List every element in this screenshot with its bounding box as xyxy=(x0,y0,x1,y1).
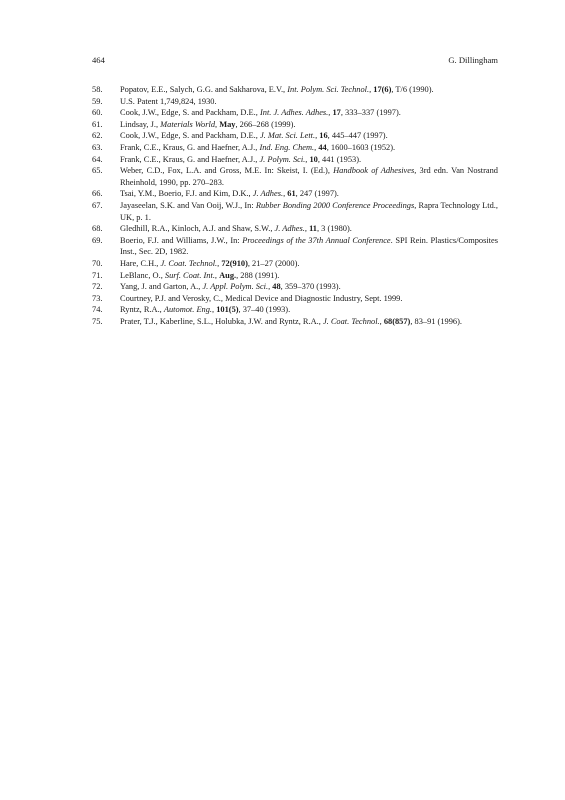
reference-segment: Jayaseelan, S.K. and Van Ooij, W.J., In: xyxy=(120,200,256,210)
reference-text xyxy=(120,304,498,316)
volume-number: 17(6) xyxy=(373,85,392,94)
reference-segment: Yang, J. and Garton, A., xyxy=(120,282,203,292)
reference-number: 66. xyxy=(92,189,103,199)
reference-segment: , 445–447 (1997). xyxy=(327,131,388,141)
reference-segment: Lindsay, J., xyxy=(120,119,161,129)
reference-segment: , 247 (1997). xyxy=(295,189,339,199)
reference-segment: , xyxy=(305,154,310,164)
reference-number: 59. xyxy=(92,96,103,106)
reference-segment: , 288 (1991). xyxy=(236,270,280,280)
reference-segment: Frank, C.E., Kraus, G. and Haefner, A.J., xyxy=(120,154,260,164)
journal-title: Int. J. Adhes. Adhes. xyxy=(259,108,329,118)
journal-title: J. Coat. Technol. xyxy=(160,258,218,268)
volume-number: 44 xyxy=(318,142,327,152)
reference-text xyxy=(120,142,498,154)
reference-segment: Cook, J.W., Edge, S. and Packham, D.E., xyxy=(120,131,260,141)
reference-item xyxy=(92,96,498,108)
reference-item xyxy=(92,107,498,119)
reference-text xyxy=(120,165,498,188)
reference-segment: . SPI Rein. Plastics/Composites Inst., Sec. 2D, 1982. xyxy=(120,235,498,257)
reference-item xyxy=(92,200,498,223)
reference-item xyxy=(92,304,498,316)
reference-segment: , xyxy=(283,189,288,199)
reference-segment: Popatov, E.E., Salych, G.G. and Sakharova, E.V., xyxy=(120,85,288,94)
reference-number: 63. xyxy=(92,142,103,152)
reference-segment: U.S. Patent 1,749,824, 1930. xyxy=(120,96,217,106)
reference-segment: Cook, J.W., Edge, S. and Packham, D.E., xyxy=(120,108,260,118)
reference-item xyxy=(92,130,498,142)
journal-title: Handbook of Adhesives xyxy=(333,166,415,176)
reference-text xyxy=(120,119,498,131)
reference-segment: , xyxy=(268,282,273,292)
reference-segment: Gledhill, R.A., Kinloch, A.J. and Shaw, S.W., xyxy=(120,224,275,234)
reference-segment: Boerio, F.J. and Williams, J.W., In: xyxy=(120,235,243,245)
reference-item xyxy=(92,316,498,328)
volume-number: 68(857) xyxy=(383,316,411,326)
reference-segment: , 1600–1603 (1952). xyxy=(326,142,396,152)
volume-number: 61 xyxy=(287,189,296,199)
reference-segment: , 266–268 (1999). xyxy=(235,119,296,129)
reference-segment: LeBlanc, O., xyxy=(120,270,165,280)
reference-number: 72. xyxy=(92,282,103,292)
journal-title: J. Adhes. xyxy=(252,189,284,199)
reference-item xyxy=(92,165,498,188)
reference-text xyxy=(120,200,498,223)
reference-number: 58. xyxy=(92,85,103,94)
journal-title: Automot. Eng. xyxy=(163,305,213,315)
reference-segment: , xyxy=(369,85,374,94)
reference-text xyxy=(120,84,498,96)
journal-title: J. Mat. Sci. Lett. xyxy=(259,131,316,141)
reference-text xyxy=(120,235,498,258)
reference-text xyxy=(120,154,498,166)
running-head-author: G. Dillingham xyxy=(448,55,498,65)
reference-segment: Prater, T.J., Kaberline, S.L., Holubka, J.W. and Ryntz, R.A., xyxy=(120,316,323,326)
reference-segment: , xyxy=(217,258,222,268)
reference-segment: , 3 (1980). xyxy=(316,224,352,234)
reference-segment: Courtney, P.J. and Verosky, C., Medical Device and Diagnostic Industry, Sept. 1999. xyxy=(120,293,403,303)
reference-number: 61. xyxy=(92,119,103,129)
reference-item xyxy=(92,258,498,270)
reference-text xyxy=(120,188,498,200)
reference-segment: , 3rd edn. Van Nostrand Rheinhold, 1990, pp. 270–283. xyxy=(120,166,498,187)
journal-title: Ind. Eng. Chem. xyxy=(259,142,315,152)
reference-number: 64. xyxy=(92,154,103,164)
reference-text xyxy=(120,270,498,282)
journal-title: Proceedings of the 37th Annual Conference xyxy=(242,235,391,245)
reference-segment: , xyxy=(304,224,310,234)
volume-number: 10 xyxy=(309,154,318,164)
page-number: 464 xyxy=(92,55,105,65)
reference-segment: , xyxy=(212,305,217,315)
journal-title: Int. Polym. Sci. Technol. xyxy=(287,85,370,94)
volume-number: 11 xyxy=(309,224,317,234)
reference-text xyxy=(120,96,498,108)
reference-segment: , 441 (1953). xyxy=(317,154,362,164)
journal-title: J. Coat. Technol. xyxy=(322,316,380,326)
journal-title: Materials World xyxy=(160,119,216,129)
reference-segment: Frank, C.E., Kraus, G. and Haefner, A.J., xyxy=(120,142,260,152)
reference-item xyxy=(92,281,498,293)
reference-text xyxy=(120,281,498,293)
reference-number: 65. xyxy=(92,166,103,176)
reference-item xyxy=(92,84,498,96)
reference-segment: , 37–40 (1993). xyxy=(238,305,291,315)
reference-segment: , Rapra Technology Ltd., UK, p. 1. xyxy=(120,200,498,222)
journal-title: J. Polym. Sci. xyxy=(259,154,306,164)
reference-text xyxy=(120,107,498,119)
reference-segment: , 333–337 (1997). xyxy=(340,108,401,118)
journal-title: J. Appl. Polym. Sci. xyxy=(202,282,269,292)
reference-text xyxy=(120,293,498,305)
volume-number: 16 xyxy=(319,131,328,141)
reference-item xyxy=(92,119,498,131)
reference-text xyxy=(120,258,498,270)
reference-number: 68. xyxy=(92,224,103,234)
reference-segment: , xyxy=(328,108,333,118)
reference-item xyxy=(92,270,498,282)
reference-segment: , 359–370 (1993). xyxy=(280,282,341,292)
reference-segment: Hare, C.H., xyxy=(120,258,161,268)
volume-number: 101(5) xyxy=(216,305,239,315)
reference-item xyxy=(92,235,498,258)
volume-number: 17 xyxy=(332,108,341,118)
volume-number: May xyxy=(219,119,236,129)
journal-title: Rubber Bonding 2000 Conference Proceedings xyxy=(255,200,415,210)
reference-segment: , xyxy=(214,270,220,280)
reference-list xyxy=(92,84,498,327)
reference-item xyxy=(92,293,498,305)
journal-title: Surf. Coat. Int. xyxy=(164,270,215,280)
reference-text xyxy=(120,316,498,328)
reference-segment: Tsai, Y.M., Boerio, F.J. and Kim, D.K., xyxy=(120,189,253,199)
volume-number: Aug. xyxy=(219,270,237,280)
reference-segment: , xyxy=(379,316,384,326)
reference-number: 70. xyxy=(92,258,103,268)
reference-segment: , 21–27 (2000). xyxy=(247,258,300,268)
reference-segment: Weber, C.D., Fox, L.A. and Gross, M.E. In: Skeist, I. (Ed.), xyxy=(120,166,334,176)
reference-number: 74. xyxy=(92,305,103,315)
reference-item xyxy=(92,154,498,166)
reference-segment: , T/6 (1990). xyxy=(391,85,434,94)
journal-title: J. Adhes. xyxy=(274,224,305,234)
volume-number: 48 xyxy=(272,282,281,292)
reference-number: 60. xyxy=(92,108,103,118)
reference-item xyxy=(92,223,498,235)
reference-text xyxy=(120,130,498,142)
reference-number: 71. xyxy=(92,270,103,280)
reference-segment: , xyxy=(315,131,320,141)
reference-item xyxy=(92,142,498,154)
volume-number: 72(910) xyxy=(221,258,248,268)
reference-number: 69. xyxy=(92,235,103,245)
running-head xyxy=(92,55,498,69)
reference-item xyxy=(92,188,498,200)
reference-segment: , xyxy=(314,142,319,152)
reference-segment: , 83–91 (1996). xyxy=(410,316,462,326)
reference-segment: Ryntz, R.A., xyxy=(120,305,164,315)
reference-segment: , xyxy=(215,119,220,129)
reference-number: 62. xyxy=(92,131,103,141)
reference-text xyxy=(120,223,498,235)
reference-number: 75. xyxy=(92,316,103,326)
reference-number: 67. xyxy=(92,200,103,210)
reference-number: 73. xyxy=(92,293,103,303)
